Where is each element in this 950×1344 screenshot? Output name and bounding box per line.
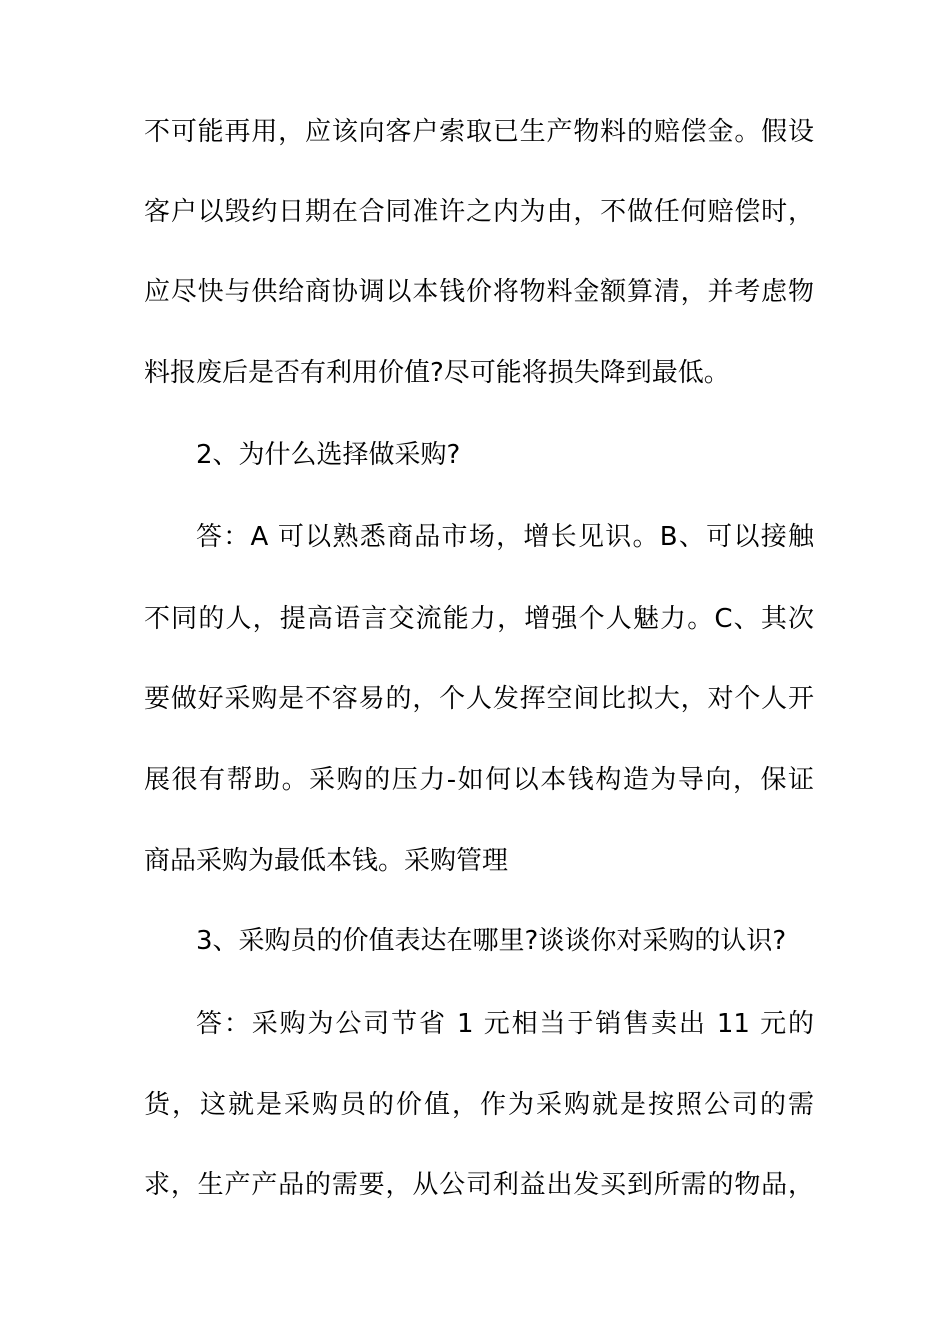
answer-line: 答：A 可以熟悉商品市场，增长见识。B、可以接触 bbox=[196, 522, 814, 552]
paragraph-line: 展很有帮助。采购的压力-如何以本钱构造为导向，保证 bbox=[144, 765, 814, 795]
paragraph-line: 料报废后是否有利用价值?尽可能将损失降到最低。 bbox=[144, 358, 730, 388]
question-heading: 3、采购员的价值表达在哪里?谈谈你对采购的认识? bbox=[196, 926, 787, 956]
question-heading: 2、为什么选择做采购? bbox=[196, 440, 461, 470]
paragraph-line: 不同的人，提高语言交流能力，增强个人魅力。C、其次 bbox=[144, 604, 814, 634]
paragraph-line: 要做好采购是不容易的，个人发挥空间比拟大，对个人开 bbox=[144, 684, 814, 714]
answer-line: 答：采购为公司节省 1 元相当于销售卖出 11 元的 bbox=[196, 1009, 814, 1039]
paragraph-line: 不可能再用，应该向客户索取已生产物料的赔偿金。假设 bbox=[144, 117, 814, 147]
paragraph-line: 货，这就是采购员的价值，作为采购就是按照公司的需 bbox=[144, 1090, 814, 1120]
paragraph-line: 商品采购为最低本钱。采购管理 bbox=[144, 846, 509, 876]
paragraph-line: 客户以毁约日期在合同准许之内为由，不做任何赔偿时， bbox=[144, 197, 814, 227]
paragraph-line: 求，生产产品的需要，从公司利益出发买到所需的物品， bbox=[144, 1170, 814, 1200]
paragraph-line: 应尽快与供给商协调以本钱价将物料金额算清，并考虑物 bbox=[144, 277, 814, 307]
